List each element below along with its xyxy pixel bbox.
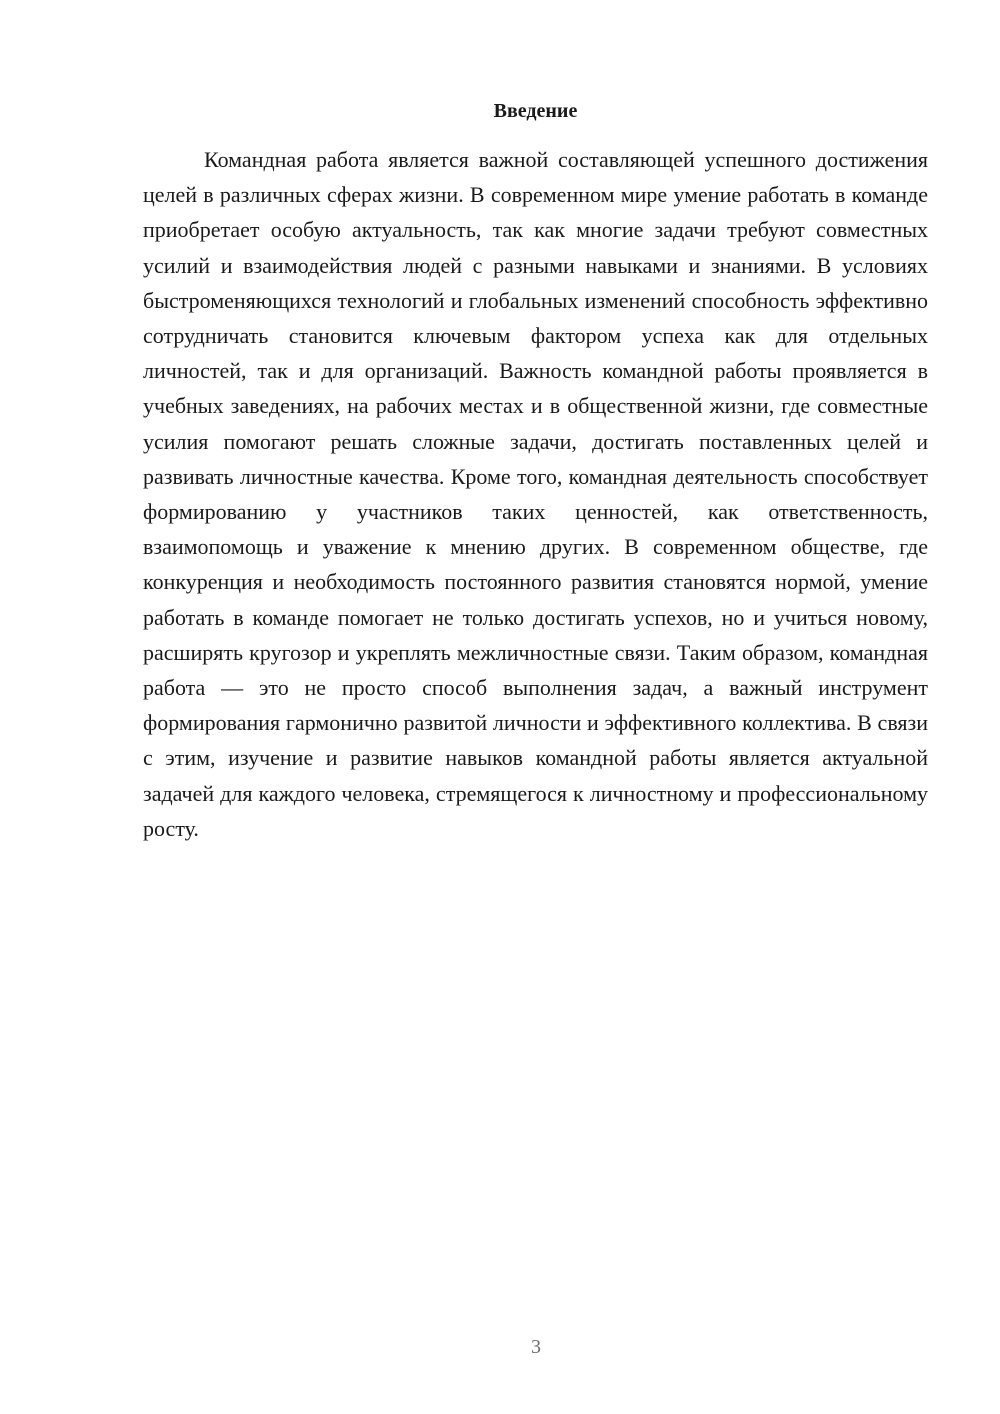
page-number: 3 bbox=[531, 1336, 541, 1358]
body-paragraph: Командная работа является важной составляющей успешного достижения целей в различных сферах жизни. В современном мире умение работать в команде приобретает особую актуальность, так как многие задачи требуют совместных усилий и взаимодействия людей с разными навыками и знаниями. В условиях быстроменяющихся технологий и глобальных изменений способность эффективно сотрудничать становится ключевым фактором успеха как для отдельных личностей, так и для организаций. Важность командной работы проявляется в учебных заведениях, на рабочих местах и в общественной жизни, где совместные усилия помогают решать сложные задачи, достигать поставленных целей и развивать личностные качества. Кроме того, командная деятельность способствует формированию у участников таких ценностей, как ответственность, взаимопомощь и уважение к мнению других. В современном обществе, где конкуренция и необходимость постоянного развития становятся нормой, умение работать в команде помогает не только достигать успехов, но и учиться новому, расширять кругозор и укреплять межличностные связи. Таким образом, командная работа — это не просто способ выполнения задач, а важный инструмент формирования гармонично развитой личности и эффективного коллектива. В связи с этим, изучение и развитие навыков командной работы является актуальной задачей для каждого человека, стремящегося к личностному и профессиональному росту. bbox=[143, 147, 928, 841]
section-heading: Введение bbox=[493, 100, 578, 122]
